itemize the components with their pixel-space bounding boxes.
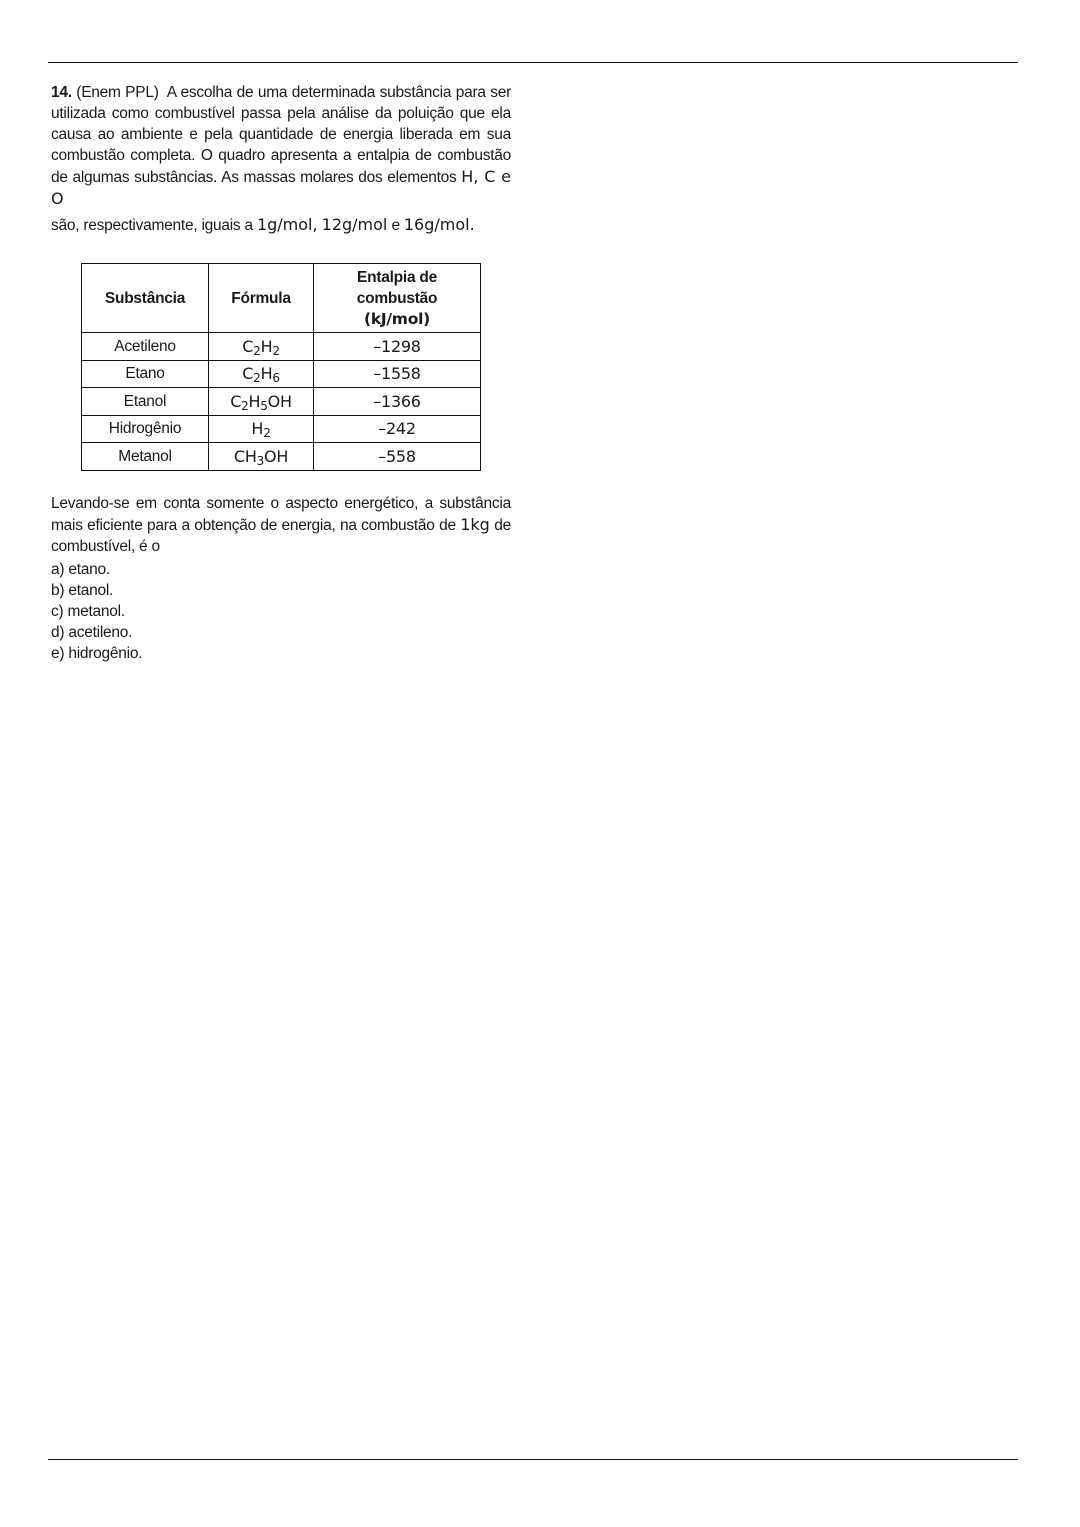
mass-o: 16g/mol.	[403, 215, 475, 234]
header-enthalpy-unit: (kJ/mol)	[363, 309, 431, 328]
cell-formula: $C_2H_5OH$	[209, 388, 314, 416]
header-enthalpy-line1: Entalpia de	[357, 268, 437, 286]
cell-substance: Acetileno	[82, 333, 209, 361]
option-e[interactable]: e) hidrogênio.	[51, 644, 143, 662]
mass-separator: e	[391, 217, 400, 234]
question-number: 14.	[51, 84, 72, 101]
header-enthalpy-line2: combustão	[356, 289, 438, 307]
cell-enthalpy: –1366	[314, 388, 481, 416]
cell-formula: $H_2$	[209, 415, 314, 443]
enthalpy-table	[81, 263, 481, 471]
option-a[interactable]: a) etano.	[51, 560, 110, 578]
cell-enthalpy: –242	[314, 415, 481, 443]
header-enthalpy	[314, 264, 481, 333]
cell-substance: Etanol	[82, 388, 209, 416]
top-rule	[48, 62, 1018, 63]
question-prompt-block	[51, 493, 511, 664]
table-header-row	[82, 264, 481, 333]
cell-formula: $C_2H_6$	[209, 360, 314, 388]
prompt-mass: 1kg	[460, 514, 490, 534]
table-row	[82, 443, 481, 471]
table-row	[82, 333, 481, 361]
header-formula: Fórmula	[209, 264, 314, 333]
cell-formula: $C_2H_2$	[209, 333, 314, 361]
question-source: (Enem PPL)	[76, 84, 159, 101]
cell-enthalpy: –1298	[314, 333, 481, 361]
table-row	[82, 415, 481, 443]
bottom-rule	[48, 1459, 1018, 1460]
answer-options	[51, 559, 511, 664]
question-intro: A escolha de uma determinada substância para ser utilizada como combustível passa pela análise da poluição que ela causa ao ambiente e pela quantidade de energia liberada em sua combustão completa. O quadro apresenta a entalpia de combustão de algumas substâncias. As massas molares dos elementos	[51, 84, 511, 186]
question-statement	[51, 82, 511, 236]
cell-enthalpy: –1558	[314, 360, 481, 388]
option-d[interactable]: d) acetileno.	[51, 623, 133, 641]
cell-substance: Metanol	[82, 443, 209, 471]
masses-prefix: são, respectivamente, iguais a	[51, 217, 253, 234]
cell-enthalpy: –558	[314, 443, 481, 471]
cell-substance: Hidrogênio	[82, 415, 209, 443]
question-block	[51, 82, 511, 664]
cell-formula: $CH_3OH$	[209, 443, 314, 471]
cell-substance: Etano	[82, 360, 209, 388]
prompt-part-b: de combustível, é o	[51, 516, 511, 555]
table-row	[82, 360, 481, 388]
mass-h: 1g/mol,	[256, 215, 318, 234]
option-b[interactable]: b) etanol.	[51, 581, 114, 599]
table-row	[82, 388, 481, 416]
option-c[interactable]: c) metanol.	[51, 602, 125, 620]
header-substance: Substância	[82, 264, 209, 333]
question-prompt	[51, 493, 511, 557]
mass-c: 12g/mol	[321, 215, 388, 234]
elements-list: H, C e O	[51, 167, 511, 208]
prompt-part-a: Levando-se em conta somente o aspecto energético, a substância mais eficiente para a obtenção de energia, na combustão de	[51, 494, 511, 534]
